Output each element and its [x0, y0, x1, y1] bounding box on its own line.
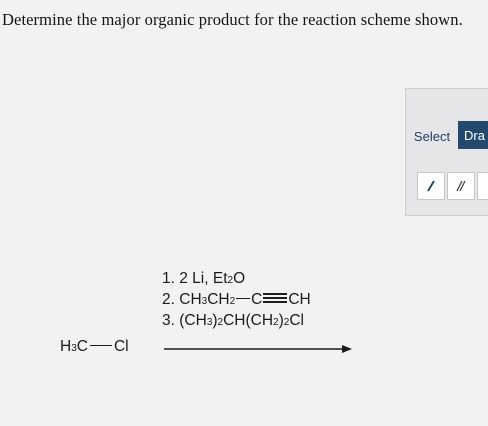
step-3: 3. (CH 3 ) 2 CH(CH 2 ) 2 Cl — [162, 312, 304, 329]
draw-tool-button[interactable]: Dra — [458, 121, 488, 149]
single-bond-icon — [424, 179, 438, 193]
c-cl-bond — [90, 345, 112, 347]
reaction-arrow — [164, 343, 354, 355]
triple-bond-line — [263, 292, 287, 304]
single-bond-line — [236, 298, 250, 300]
double-bond-tool[interactable] — [447, 172, 475, 200]
triple-bond-tool[interactable] — [477, 172, 488, 200]
question-text: Determine the major organic product for the reaction scheme shown. — [2, 10, 463, 29]
select-tool-button[interactable]: Select — [413, 128, 451, 144]
reaction-conditions — [162, 268, 311, 331]
step-1: 1. 2 Li, Et 2 O — [162, 270, 246, 287]
single-bond-tool[interactable] — [417, 172, 445, 200]
reactant-methyl-chloride: H 3 C Cl — [60, 338, 129, 355]
step-2: 2. CH 3 CH 2 C CH — [162, 291, 311, 308]
double-bond-icon — [454, 179, 468, 193]
